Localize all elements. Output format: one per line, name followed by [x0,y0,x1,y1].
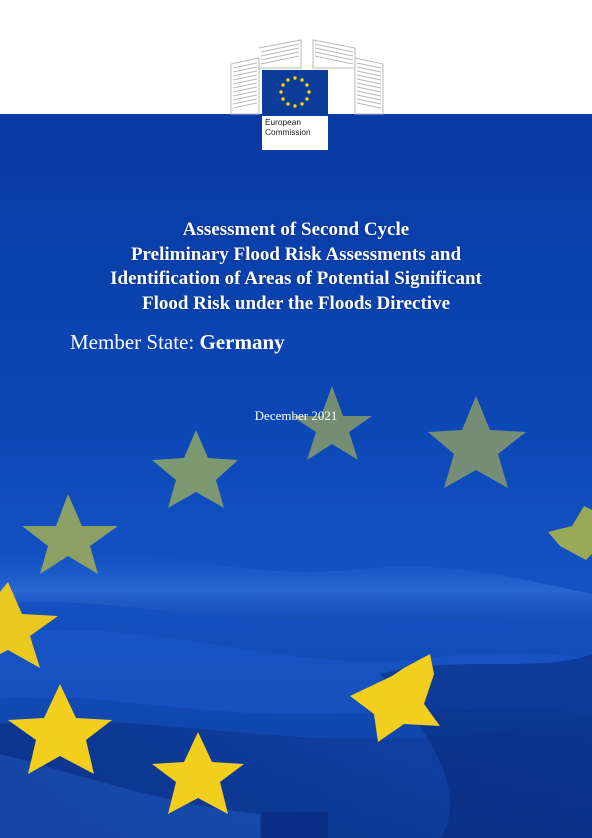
logo-text [265,117,327,137]
eu-stars-circle-icon [262,70,328,116]
title-line-4: Flood Risk under the Floods Directive [141,292,451,314]
european-commission-logo [229,38,385,142]
logo-line-2: Commission [265,127,311,137]
bottom-color-tab [262,812,328,838]
publication-date: December 2021 [254,408,338,423]
flag-star-icon [152,430,238,508]
title-line-1: Assessment of Second Cycle [182,219,410,240]
member-state-label: Member State: [70,330,195,354]
logo-line-1: European [265,117,301,127]
member-state-value: Germany [199,330,285,354]
member-state [70,330,285,355]
eu-flag-icon [262,70,328,150]
title-line-2: Preliminary Flood Risk Assessments and [130,243,462,265]
document-title [0,218,592,316]
title-line-3: Identification of Areas of Potential Significant [110,268,482,289]
flag-star-icon [548,506,592,560]
